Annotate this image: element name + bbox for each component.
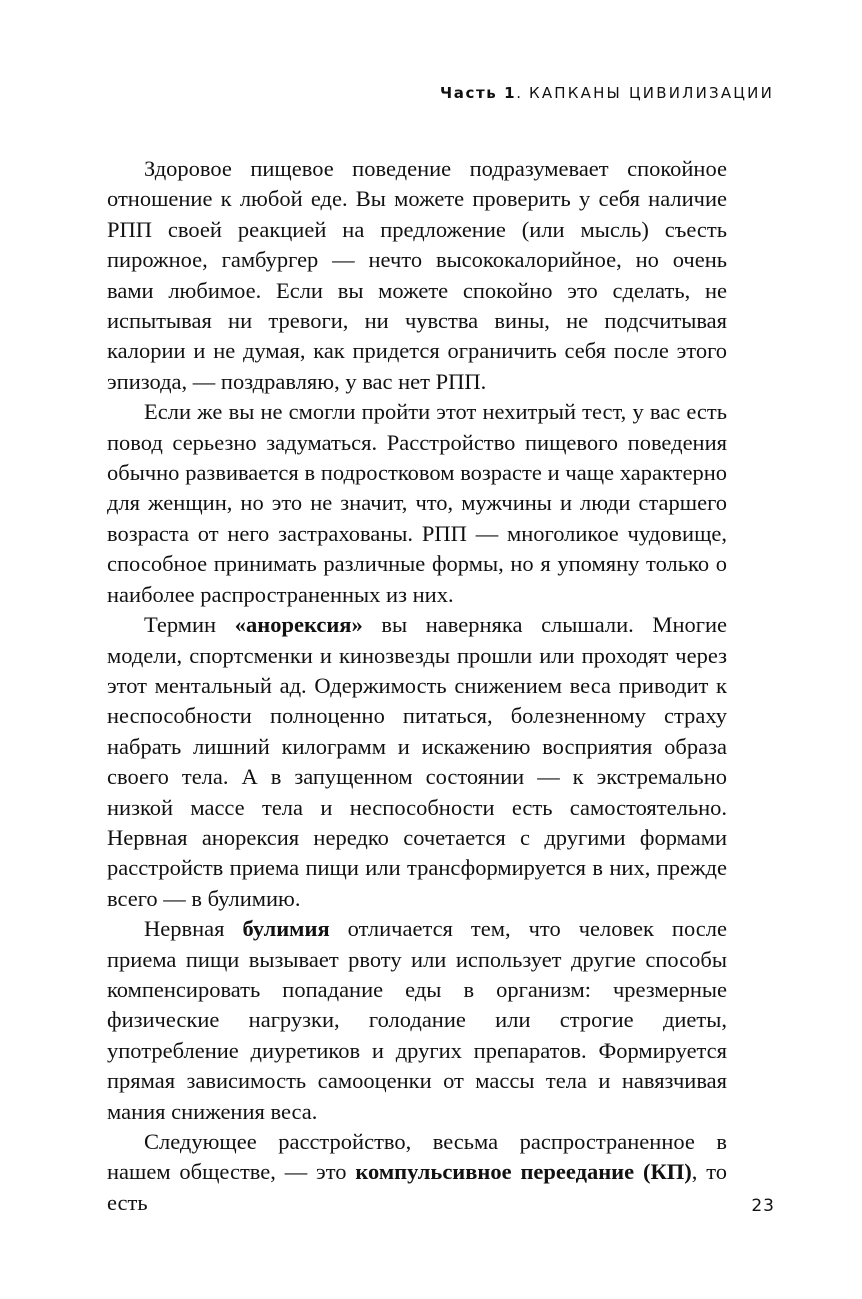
body-text	[107, 154, 727, 1218]
paragraph-bulimia-body: отличается тем, что человек после приема пищи вызывает рвоту или использует другие способы компенсировать попадание еды в организм: чрезмерные физические нагрузки, голодание или строгие диеты, употребление диуретиков и других препаратов. Формируется прямая зависимость самооценки от массы тела и навязчивая мания снижения веса.	[107, 916, 727, 1124]
paragraph-binge-eating-intro: Следующее расстройство, весьма распространенное в нашем обществе, — это	[107, 1129, 727, 1185]
running-header	[440, 84, 774, 102]
paragraph-bulimia-intro: Нервная	[144, 916, 243, 942]
paragraph-healthy-eating: Здоровое пищевое поведение подразумевает спокойное отношение к любой еде. Вы можете проверить у себя наличие РПП своей реакцией на предложение (или мысль) съесть пирожное, гамбургер — нечто высококалорийное, но очень вами любимое. Если вы можете спокойно это сделать, не испытывая ни тревоги, ни чувства вины, не подсчитывая калории и не думая, как придется ограничить себя после этого эпизода, — поздравляю, у вас нет РПП.	[107, 156, 727, 394]
term-bulimia: булимия	[242, 916, 330, 942]
paragraph-eating-disorder-test: Если же вы не смогли пройти этот нехитрый тест, у вас есть повод серьезно задуматься. Расстройство пищевого поведения обычно развивается в подростковом возрасте и чаще характерно для женщин, но это не значит, что, мужчины и люди старшего возраста от него застрахованы. РПП — многоликое чудовище, способное принимать различные формы, но я упомяну только о наиболее распространенных из них.	[107, 399, 727, 607]
paragraph-binge-eating-tail: , то есть	[107, 1159, 728, 1215]
paragraph-anorexia	[107, 610, 727, 914]
page-number: 23	[751, 1196, 775, 1216]
header-part-label: Часть 1	[440, 84, 517, 102]
paragraph-bulimia	[107, 914, 727, 1127]
term-compulsive-overeating: компульсивное переедание (КП)	[355, 1159, 692, 1185]
paragraph-binge-eating	[107, 1127, 727, 1218]
paragraph-anorexia-body: вы наверняка слышали. Многие модели, спортсменки и кинозвезды прошли или проходят через этот ментальный ад. Одержимость снижением веса приводит к неспособности полноценно питаться, болезненному страху набрать лишний килограмм и искажению восприятия образа своего тела. А в запущенном состоянии — к экстремально низкой массе тела и неспособности есть самостоятельно. Нервная анорексия нередко сочетается с другими формами расстройств приема пищи или трансформируется в них, прежде всего — в булимию.	[107, 612, 727, 911]
term-anorexia: «анорексия»	[234, 612, 363, 638]
header-separator: .	[516, 84, 529, 102]
header-chapter-title: КАПКАНЫ ЦИВИЛИЗАЦИИ	[528, 84, 774, 102]
paragraph-anorexia-intro: Термин	[144, 612, 235, 638]
